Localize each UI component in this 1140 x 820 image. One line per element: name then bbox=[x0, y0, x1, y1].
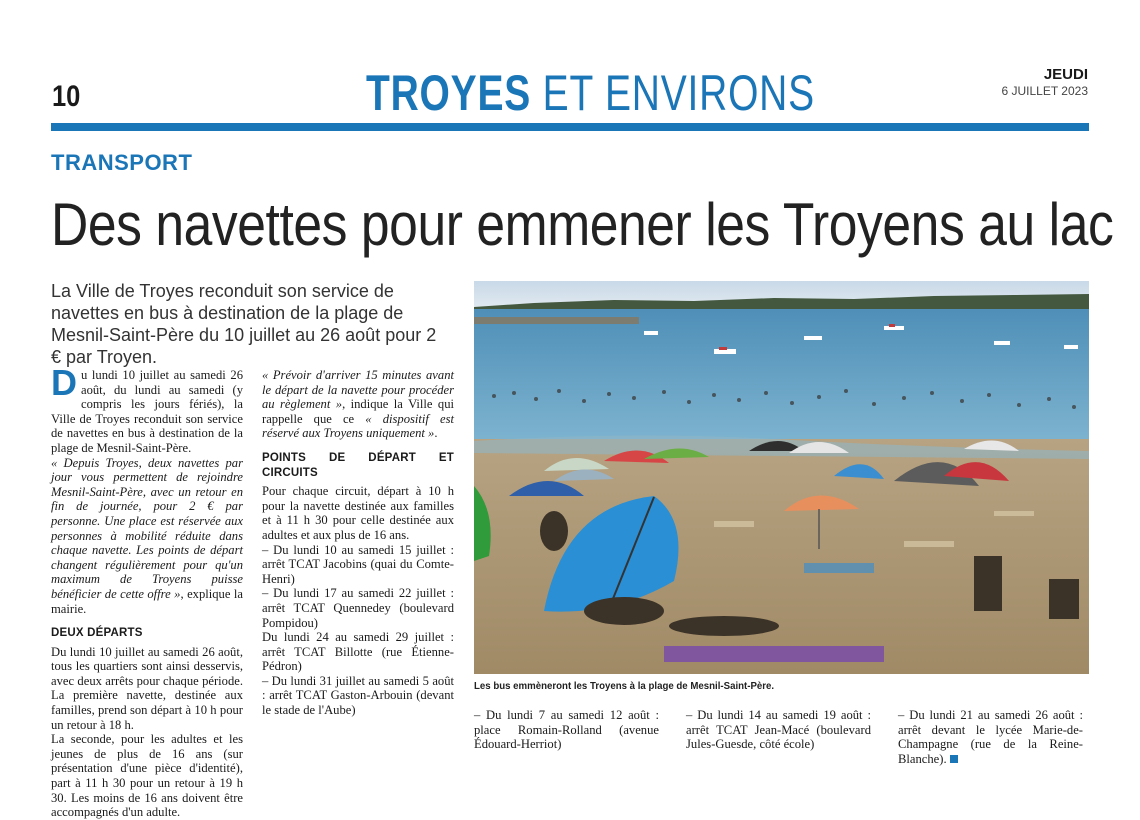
stop-item-last bbox=[898, 708, 1083, 766]
stop-item: – Du lundi 10 au samedi 15 juillet : arrêt TCAT Jacobins (quai du Comte-Henri) bbox=[262, 542, 454, 586]
page-number: 10 bbox=[52, 80, 81, 113]
quote-1: « Prévoir d'arriver 15 minutes avant le départ de la navette pour procéder au règlement » bbox=[262, 368, 454, 412]
paragraph-intro bbox=[51, 362, 243, 456]
article-column-2 bbox=[262, 368, 454, 718]
quote-2: « dispositif est réservé aux Troyens uniquement » bbox=[262, 411, 454, 441]
article-lede: La Ville de Troyes reconduit son service de navettes en bus à destination de la plage de Mesnil-Saint-Père du 10 juillet au 26 août pour 2 € par Troyen. bbox=[51, 281, 437, 367]
article-column-1 bbox=[51, 362, 243, 820]
stop-item: Du lundi 24 au samedi 29 juillet : arrêt TCAT Billotte (rue Étienne-Pédron) bbox=[262, 630, 454, 674]
paragraph-5-mid: , indique la Ville qui rappelle que ce bbox=[262, 397, 454, 426]
issue-date: 6 JUILLET 2023 bbox=[1001, 84, 1088, 98]
stop-item: – Du lundi 14 au samedi 19 août : arrêt TCAT Jean-Macé (boulevard Jules-Guesde, côté école) bbox=[686, 708, 871, 752]
paragraph-1-text: u lundi 10 juillet au samedi 26 août, du lundi au samedi (y compris les jours fériés), la Ville de Troyes reconduit son service de navettes en bus à destination de la plage de Mesnil-Saint-Père. bbox=[51, 368, 243, 455]
section-title bbox=[366, 64, 815, 122]
stop-item-text: – Du lundi 21 au samedi 26 août : arrêt devant le lycée Marie-de-Champagne (rue de la Reine-Blanche). bbox=[898, 708, 1083, 766]
paragraph-5-end: . bbox=[434, 426, 438, 441]
article-kicker: TRANSPORT bbox=[51, 150, 193, 175]
header-rule bbox=[51, 123, 1089, 131]
section-title-bold: TROYES bbox=[366, 65, 532, 121]
stop-item: – Du lundi 7 au samedi 12 août : place Romain-Rolland (avenue Édouard-Herriot) bbox=[474, 708, 659, 752]
issue-day: JEUDI bbox=[1043, 66, 1088, 83]
paragraph-6: Pour chaque circuit, départ à 10 h pour la navette destinée aux familles et à 11 h 30 pour celle destinée aux adultes et aux plus de 16 ans. bbox=[262, 484, 454, 542]
photo-caption: Les bus emmèneront les Troyens à la plage de Mesnil-Saint-Père. bbox=[474, 680, 775, 692]
paragraph-3: Du lundi 10 juillet au samedi 26 août, tous les quartiers sont ainsi desservis, avec deux arrêts pour chaque période. La première navette, destinée aux familles, prend son départ à 10 h pour un retour à 18 h. bbox=[51, 644, 243, 732]
beach-photo bbox=[474, 281, 1089, 674]
drop-cap: D bbox=[51, 362, 77, 403]
quote-attribution: , explique la mairie. bbox=[51, 586, 243, 616]
paragraph-4: La seconde, pour les adultes et les jeunes de plus de 16 ans (sur présentation d'une pièce d'identité), part à 11 h 30 pour un retour à 19 h 30. Les moins de 16 ans doivent être accompagnés d'un adulte. bbox=[51, 732, 243, 820]
section-title-light: ET ENVIRONS bbox=[542, 65, 815, 121]
intertitle-deux-departs: DEUX DÉPARTS bbox=[51, 627, 143, 640]
paragraph-quote bbox=[51, 456, 243, 617]
stop-item: – Du lundi 17 au samedi 22 juillet : arrêt TCAT Quennedey (boulevard Pompidou) bbox=[262, 586, 454, 630]
paragraph-5 bbox=[262, 368, 454, 441]
article-headline: Des navettes pour emmener les Troyens au lac bbox=[51, 191, 1114, 258]
intertitle-points-de-depart: POINTS DE DÉPART ET CIRCUITS bbox=[262, 451, 454, 479]
quote-text: « Depuis Troyes, deux navettes par jour vous permettent de rejoindre Mesnil-Saint-Père, avec un retour en fin de journée, pour 2 € par personne. Une place est réservée aux personnes à mobilité réduite dans chaque navette. Les points de départ changent régulièrement pour qu'un maximum de Troyens puisse bénéficier de cette offre » bbox=[51, 455, 243, 601]
stop-item: – Du lundi 31 juillet au samedi 5 août : arrêt TCAT Gaston-Arbouin (devant le stade de l'Aube) bbox=[262, 673, 454, 718]
end-of-article-square-icon bbox=[950, 755, 958, 763]
